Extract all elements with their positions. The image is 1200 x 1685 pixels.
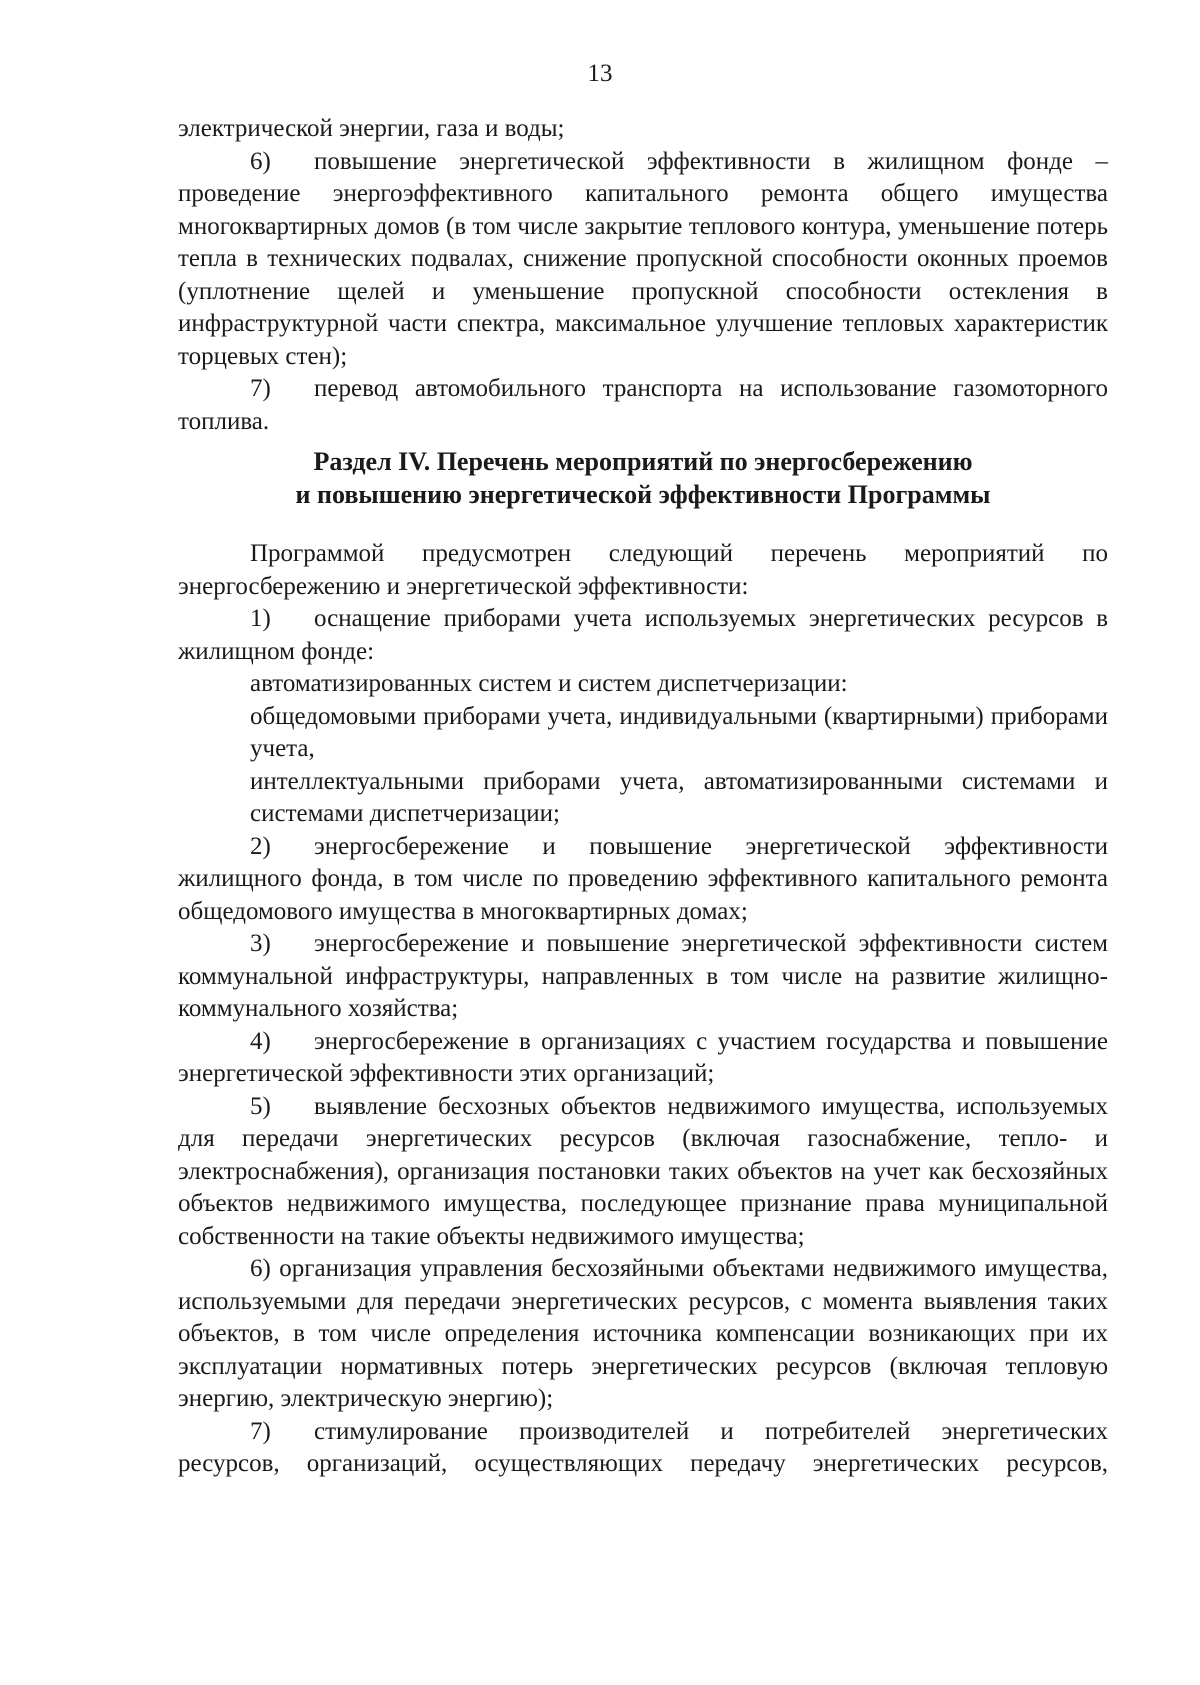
top-text-block (178, 113, 1108, 438)
list-number: 4) (250, 1027, 271, 1055)
sub-item-smart-meters: интеллектуальными приборами учета, автоматизированными системами и системами диспетчеризации; (250, 767, 1108, 827)
page-number: 13 (587, 60, 613, 87)
intro-paragraph: Программой предусмотрен следующий перечень мероприятий по энергосбережению и энергетической эффективности: (178, 540, 1108, 600)
measure-item-5: 5) выявление бесхозных объектов недвижимого имущества, используемых для передачи энергетических ресурсов (включая газоснабжение, тепло- и электроснабжения), организация постановки таких объектов на учет как бесхозяйных объектов недвижимого имущества, последующее признание права муниципальной собственности на такие объекты недвижимого имущества; (178, 1092, 1108, 1250)
list-number: 2) (250, 832, 271, 860)
list-number: 6) (250, 147, 271, 175)
section-heading (178, 445, 1108, 511)
list-item-7: 7) перевод автомобильного транспорта на использование газомоторного топлива. (178, 375, 1108, 435)
paragraph-continuation: электрической энергии, газа и воды; (178, 115, 565, 142)
list-item-6: 6) повышение энергетической эффективности в жилищном фонде – проведение энергоэффективного капитального ремонта общего имущества многоквартирных домов (в том числе закрытие теплового контура, уменьшение потерь тепла в технических подвалах, снижение пропускной способности оконных проемов (уплотнение щелей и уменьшение пропускной способности остекления в инфраструктурной части спектра, максимальное улучшение тепловых характеристик торцевых стен); (178, 147, 1108, 370)
main-text-block (178, 538, 1108, 1481)
measure-item-6: 6) организация управления бесхозяйными объектами недвижимого имущества, используемыми для передачи энергетических ресурсов, с момента выявления таких объектов, в том числе определения источника компенсации возникающих при их эксплуатации нормативных потерь энергетических ресурсов (включая тепловую энергию, электрическую энергию); (178, 1255, 1108, 1412)
section-heading-line-2: и повышению энергетической эффективности Программы (295, 480, 991, 509)
section-heading-line-1: Раздел IV. Перечень мероприятий по энергосбережению (313, 447, 973, 476)
list-number: 7) (250, 375, 271, 402)
list-number: 1) (250, 605, 271, 632)
measure-item-3: 3) энергосбережение и повышение энергетической эффективности систем коммунальной инфраструктуры, направленных в том числе на развитие жилищно-коммунального хозяйства; (178, 930, 1108, 1022)
measure-item-7: 7) стимулирование производителей и потребителей энергетических ресурсов, организаций, осуществляющих передачу энергетических ресурсов, (178, 1417, 1108, 1477)
sub-item-meters: общедомовыми приборами учета, индивидуальными (квартирными) приборами учета, (250, 702, 1108, 762)
list-number: 3) (250, 930, 271, 957)
sub-item-automated-systems: автоматизированных систем и систем диспетчеризации: (250, 670, 848, 697)
measure-item-1: 1) оснащение приборами учета используемых энергетических ресурсов в жилищном фонде: (178, 605, 1108, 665)
measure-item-2: 2) энергосбережение и повышение энергетической эффективности жилищного фонда, в том числе по проведению эффективного капитального ремонта общедомового имущества в многоквартирных домах; (178, 832, 1108, 925)
measure-item-4: 4) энергосбережение в организациях с участием государства и повышение энергетической эффективности этих организаций; (178, 1027, 1108, 1087)
list-number: 5) (250, 1092, 271, 1120)
list-number: 7) (250, 1417, 271, 1445)
